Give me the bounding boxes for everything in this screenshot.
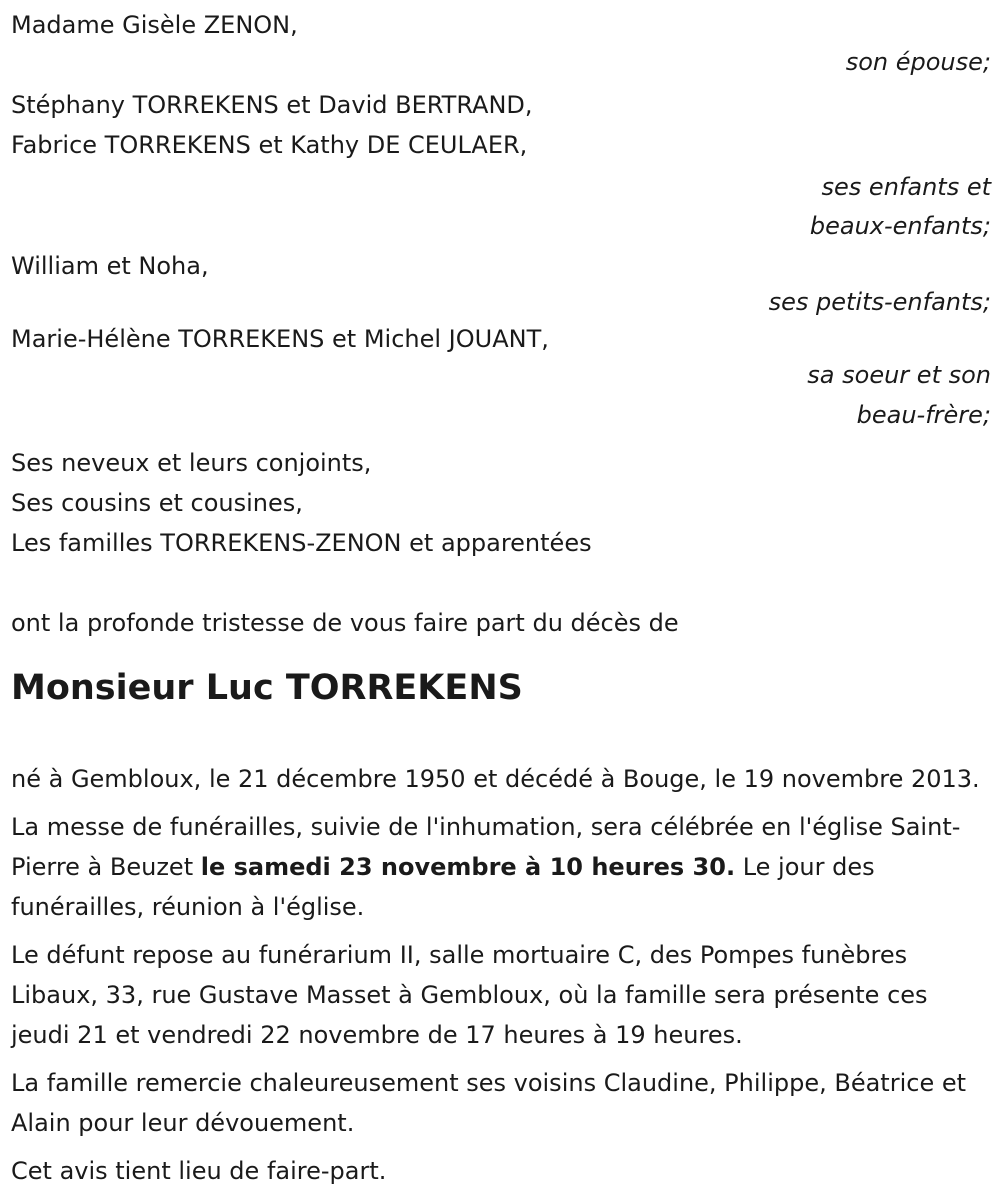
children-names-1: Stéphany TORREKENS et David BERTRAND, xyxy=(11,91,533,119)
relatives-nephews: Ses neveux et leurs conjoints, xyxy=(11,449,372,477)
spouse-role: son épouse; xyxy=(845,48,991,76)
children-names-2: Fabrice TORREKENS et Kathy DE CEULAER, xyxy=(11,131,528,159)
sister-role-1: sa soeur et son xyxy=(807,361,991,389)
spouse-names: Madame Gisèle ZENON, xyxy=(11,11,298,39)
funeral-date-time: le samedi 23 novembre à 10 heures 30. xyxy=(200,853,736,881)
children-role-2: beaux-enfants; xyxy=(809,212,991,240)
relatives-cousins: Ses cousins et cousines, xyxy=(11,489,303,517)
funeral-reunion-text: Le jour des funérailles, réunion à l'église. xyxy=(11,853,875,921)
sister-role-2: beau-frère; xyxy=(856,401,991,429)
deceased-name: Monsieur Luc TORREKENS xyxy=(11,668,523,708)
grandchildren-role: ses petits-enfants; xyxy=(768,288,991,316)
funeral-mass-text: La messe de funérailles, suivie de l'inhumation, sera célébrée en l'église Saint-Pierre à Beuzet xyxy=(11,813,961,881)
thanks-paragraph: La famille remercie chaleureusement ses voisins Claudine, Philippe, Béatrice et Alain pour leur dévouement. xyxy=(11,1069,967,1137)
birth-death-paragraph: né à Gembloux, le 21 décembre 1950 et décédé à Bouge, le 19 novembre 2013. xyxy=(11,765,980,793)
children-role-1: ses enfants et xyxy=(821,173,991,201)
notice-body xyxy=(11,759,991,1191)
relatives-families: Les familles TORREKENS-ZENON et apparentées xyxy=(11,529,592,557)
death-notice xyxy=(11,5,991,1191)
funeral-mass-paragraph xyxy=(11,807,991,927)
sister-names: Marie-Hélène TORREKENS et Michel JOUANT, xyxy=(11,325,549,353)
announcement-text: ont la profonde tristesse de vous faire part du décès de xyxy=(11,609,679,637)
closing-paragraph: Cet avis tient lieu de faire-part. xyxy=(11,1157,387,1185)
funerarium-paragraph: Le défunt repose au funérarium II, salle mortuaire C, des Pompes funèbres Libaux, 33, rue Gustave Masset à Gembloux, où la famille sera présente ces jeudi 21 et vendredi 22 novembre de 17 heures à 19 heures. xyxy=(11,941,928,1049)
grandchildren-names: William et Noha, xyxy=(11,252,209,280)
